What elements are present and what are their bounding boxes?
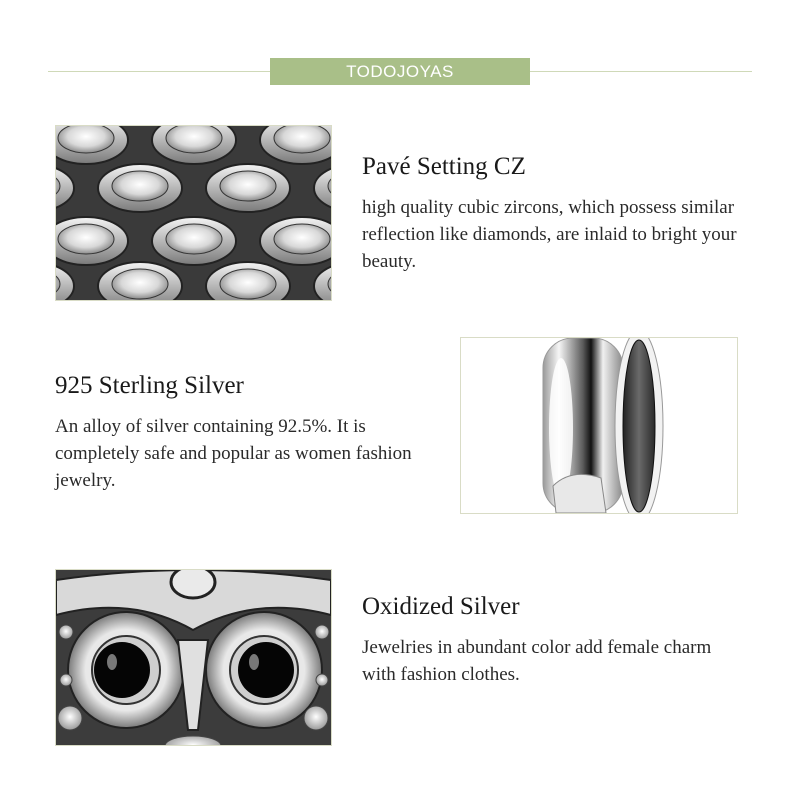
feature-desc-pave: high quality cubic zircons, which possess similar reflection like diamonds, are inlaid to bright your beauty.	[362, 197, 737, 272]
owl-charm-image	[55, 569, 332, 746]
brand-banner: TODOJOYAS	[270, 58, 530, 85]
feature-title-sterling: 925 Sterling Silver	[55, 372, 244, 399]
ring-band-image	[460, 337, 738, 514]
feature-desc-oxidized: Jewelries in abundant color add female charm with fashion clothes.	[362, 637, 712, 685]
feature-desc-sterling: An alloy of silver containing 92.5%. It is completely safe and popular as women fashion jewelry.	[55, 416, 412, 491]
divider-left	[48, 71, 270, 72]
divider-right	[530, 71, 752, 72]
feature-title-pave: Pavé Setting CZ	[362, 153, 526, 180]
pave-setting-image	[55, 125, 332, 301]
feature-title-oxidized: Oxidized Silver	[362, 593, 520, 620]
